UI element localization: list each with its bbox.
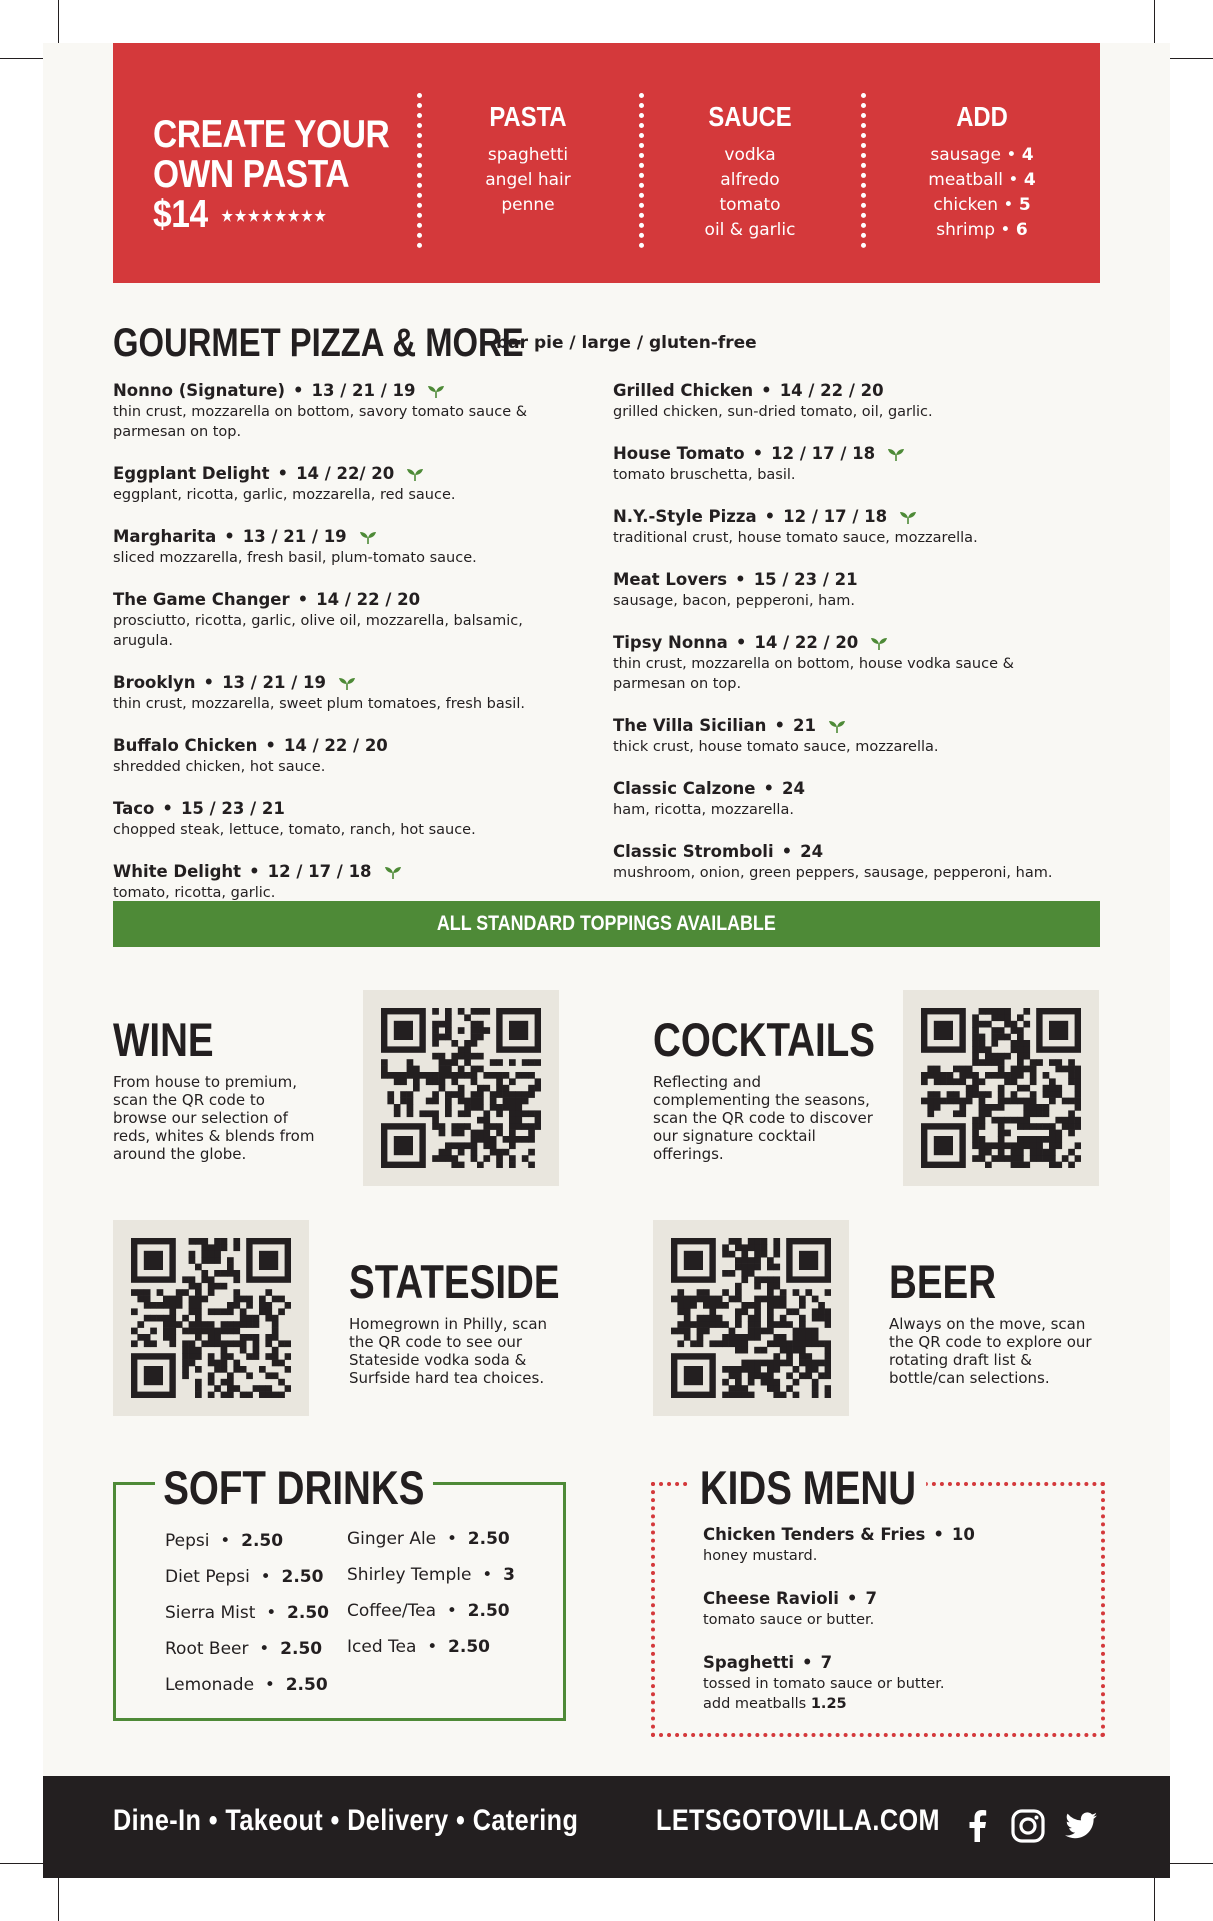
pizza-item-description: thin crust, mozzarella on bottom, house vodka sauce & parmesan on top.: [613, 656, 1014, 692]
crop-mark: [0, 1863, 45, 1864]
pizza-item-description: ham, ricotta, mozzarella.: [613, 802, 794, 818]
crop-mark: [58, 0, 59, 45]
sauce-option: alfredo: [720, 170, 780, 190]
pizza-item-name: White Delight • 12 / 17 / 18: [113, 861, 553, 883]
pizza-item: [613, 506, 1073, 548]
soft-drink-item: Coffee/Tea • 2.50: [347, 1601, 510, 1621]
footer-bar: [43, 1776, 1170, 1878]
crop-mark: [0, 58, 45, 59]
soft-drink-item: Sierra Mist • 2.50: [165, 1603, 329, 1623]
leaf-icon: [427, 385, 445, 399]
pizza-item: [613, 841, 1073, 883]
crop-mark: [1168, 1863, 1213, 1864]
pizza-item-description: shredded chicken, hot sauce.: [113, 759, 326, 775]
sauce-option: vodka: [724, 145, 776, 165]
instagram-icon[interactable]: [1008, 1806, 1048, 1846]
pasta-option: angel hair: [485, 170, 571, 190]
cocktails-description: Reflecting and complementing the seasons, scan the QR code to discover our signature cocktail offerings.: [653, 1073, 873, 1163]
pizza-item: [113, 798, 553, 840]
add-column: [882, 101, 1082, 243]
pizza-item-name: The Villa Sicilian • 21: [613, 715, 1073, 737]
sauce-column: [650, 101, 850, 243]
pizza-column-right: [613, 380, 1073, 904]
pizza-item: [113, 589, 553, 651]
pasta-column: [428, 101, 628, 218]
pizza-item-description: thin crust, mozzarella on bottom, savory tomato sauce & parmesan on top.: [113, 404, 528, 440]
pizza-item: [113, 463, 553, 505]
soft-drink-item: Iced Tea • 2.50: [347, 1637, 490, 1657]
pizza-item-name: Classic Stromboli • 24: [613, 842, 824, 861]
kids-menu-title: KIDS MENU: [690, 1460, 926, 1515]
soft-drink-item: Pepsi • 2.50: [165, 1531, 284, 1551]
toppings-banner: ALL STANDARD TOPPINGS AVAILABLE: [113, 901, 1100, 947]
pizza-item-name: The Game Changer • 14 / 22 / 20: [113, 590, 421, 609]
qr-code-icon: [671, 1238, 831, 1398]
stateside-description: Homegrown in Philly, scan the QR code to see our Stateside vodka soda & Surfside hard tea choices.: [349, 1315, 548, 1387]
pizza-item-description: traditional crust, house tomato sauce, mozzarella.: [613, 530, 978, 546]
add-option: sausage • 4: [930, 145, 1034, 165]
pizza-item-name: Margharita • 13 / 21 / 19: [113, 526, 553, 548]
wine-qr-code[interactable]: [363, 990, 559, 1186]
soft-drink-item: Diet Pepsi • 2.50: [165, 1567, 324, 1587]
soft-drink-item: Root Beer • 2.50: [165, 1639, 323, 1659]
pizza-item: [113, 861, 553, 903]
pizza-item-description: grilled chicken, sun-dried tomato, oil, garlic.: [613, 404, 933, 420]
leaf-icon: [384, 866, 402, 880]
leaf-icon: [406, 468, 424, 482]
pizza-item-description: chopped steak, lettuce, tomato, ranch, hot sauce.: [113, 822, 476, 838]
pizza-item-name: Nonno (Signature) • 13 / 21 / 19: [113, 380, 553, 402]
pizza-item-description: tomato, ricotta, garlic.: [113, 885, 276, 901]
pizza-item: [613, 569, 1073, 611]
pizza-item-description: thin crust, mozzarella, sweet plum tomatoes, fresh basil.: [113, 696, 525, 712]
beer-qr-code[interactable]: [653, 1220, 849, 1416]
pizza-item: [613, 778, 1073, 820]
crop-mark: [1168, 58, 1213, 59]
pizza-item-name: Buffalo Chicken • 14 / 22 / 20: [113, 736, 388, 755]
stateside-title: STATESIDE: [349, 1255, 560, 1308]
pizza-item: [613, 632, 1073, 694]
leaf-icon: [887, 448, 905, 462]
kids-menu-list: [703, 1524, 1083, 1736]
cocktails-title: COCKTAILS: [653, 1013, 875, 1066]
add-option: shrimp • 6: [936, 220, 1028, 240]
sauce-heading: SAUCE: [708, 101, 792, 132]
sauce-option: tomato: [719, 195, 781, 215]
wine-title: WINE: [113, 1013, 214, 1066]
pasta-option: spaghetti: [487, 145, 569, 165]
pizza-item-description: sausage, bacon, pepperoni, ham.: [613, 593, 855, 609]
leaf-icon: [359, 531, 377, 545]
pizza-item-description: eggplant, ricotta, garlic, mozzarella, red sauce.: [113, 487, 456, 503]
pasta-heading: PASTA: [489, 101, 567, 132]
qr-code-icon: [381, 1008, 541, 1168]
website-link[interactable]: LETSGOTOVILLA.COM: [656, 1804, 940, 1837]
pizza-item-description: thick crust, house tomato sauce, mozzarella.: [613, 739, 939, 755]
beer-description: Always on the move, scan the QR code to explore our rotating draft list & bottle/can selections.: [889, 1315, 1092, 1387]
pizza-section-title: GOURMET PIZZA & MORE: [113, 321, 524, 365]
cocktails-qr-code[interactable]: [903, 990, 1099, 1186]
pizza-item: [113, 735, 553, 777]
pasta-header-title: [153, 115, 389, 237]
dotted-divider: [417, 93, 422, 248]
kids-item: Chicken Tenders & Fries • 10 honey mustard.: [703, 1525, 975, 1564]
title-line-1: CREATE YOUR: [153, 113, 390, 156]
pizza-item-name: House Tomato • 12 / 17 / 18: [613, 443, 1073, 465]
leaf-icon: [870, 637, 888, 651]
facebook-icon[interactable]: [958, 1806, 998, 1846]
pizza-size-subtitle: bar pie / large / gluten-free: [496, 333, 757, 353]
pizza-item: [613, 380, 1073, 422]
soft-drink-item: Lemonade • 2.50: [165, 1675, 328, 1695]
leaf-icon: [338, 677, 356, 691]
qr-code-icon: [921, 1008, 1081, 1168]
add-option: chicken • 5: [933, 195, 1031, 215]
pizza-item-name: Grilled Chicken • 14 / 22 / 20: [613, 381, 884, 400]
add-option: meatball • 4: [928, 170, 1036, 190]
pizza-item: [613, 715, 1073, 757]
pasta-price: $14: [153, 193, 208, 236]
add-heading: ADD: [956, 101, 1008, 132]
pizza-item-name: Classic Calzone • 24: [613, 779, 806, 798]
crop-mark: [58, 1876, 59, 1921]
dotted-divider: [639, 93, 644, 248]
wine-description: From house to premium, scan the QR code to browse our selection of reds, whites & blends from around the globe.: [113, 1073, 315, 1163]
leaf-icon: [899, 511, 917, 525]
crop-mark: [1154, 0, 1155, 45]
beer-title: BEER: [889, 1255, 997, 1308]
pasta-option: penne: [501, 195, 555, 215]
pizza-item: [613, 443, 1073, 485]
create-pasta-header: [113, 43, 1100, 283]
sauce-option: oil & garlic: [704, 220, 796, 240]
pizza-item-description: tomato bruschetta, basil.: [613, 467, 796, 483]
qr-code-icon: [131, 1238, 291, 1398]
pizza-item: [113, 380, 553, 442]
pizza-item-description: sliced mozzarella, fresh basil, plum-tomato sauce.: [113, 550, 477, 566]
title-line-2: OWN PASTA: [153, 153, 350, 196]
twitter-icon[interactable]: [1061, 1806, 1101, 1846]
pizza-item-name: Meat Lovers • 15 / 23 / 21: [613, 570, 858, 589]
pizza-item-name: Brooklyn • 13 / 21 / 19: [113, 672, 553, 694]
pizza-item-description: prosciutto, ricotta, garlic, olive oil, mozzarella, balsamic, arugula.: [113, 613, 523, 649]
kids-item: Cheese Ravioli • 7 tomato sauce or butter.: [703, 1589, 877, 1628]
leaf-icon: [828, 720, 846, 734]
pizza-item-name: N.Y.-Style Pizza • 12 / 17 / 18: [613, 506, 1073, 528]
pizza-item-name: Taco • 15 / 23 / 21: [113, 799, 285, 818]
services-text: Dine-In • Takeout • Delivery • Catering: [113, 1804, 579, 1837]
pizza-item-description: mushroom, onion, green peppers, sausage, pepperoni, ham.: [613, 865, 1053, 881]
kids-item: Spaghetti • 7 tossed in tomato sauce or butter. add meatballs 1.25: [703, 1653, 945, 1712]
soft-drinks-title: SOFT DRINKS: [155, 1460, 433, 1515]
pizza-item-name: Tipsy Nonna • 14 / 22 / 20: [613, 632, 1073, 654]
soft-drink-item: Shirley Temple • 3: [347, 1565, 515, 1585]
stateside-qr-code[interactable]: [113, 1220, 309, 1416]
pizza-column-left: [113, 380, 553, 924]
soft-drink-item: Ginger Ale • 2.50: [347, 1529, 510, 1549]
pizza-item: [113, 672, 553, 714]
stars-decoration: ★★★★★★★★: [221, 207, 328, 225]
pizza-item-name: Eggplant Delight • 14 / 22/ 20: [113, 463, 553, 485]
pizza-item: [113, 526, 553, 568]
dotted-divider: [861, 93, 866, 248]
crop-mark: [1154, 1876, 1155, 1921]
